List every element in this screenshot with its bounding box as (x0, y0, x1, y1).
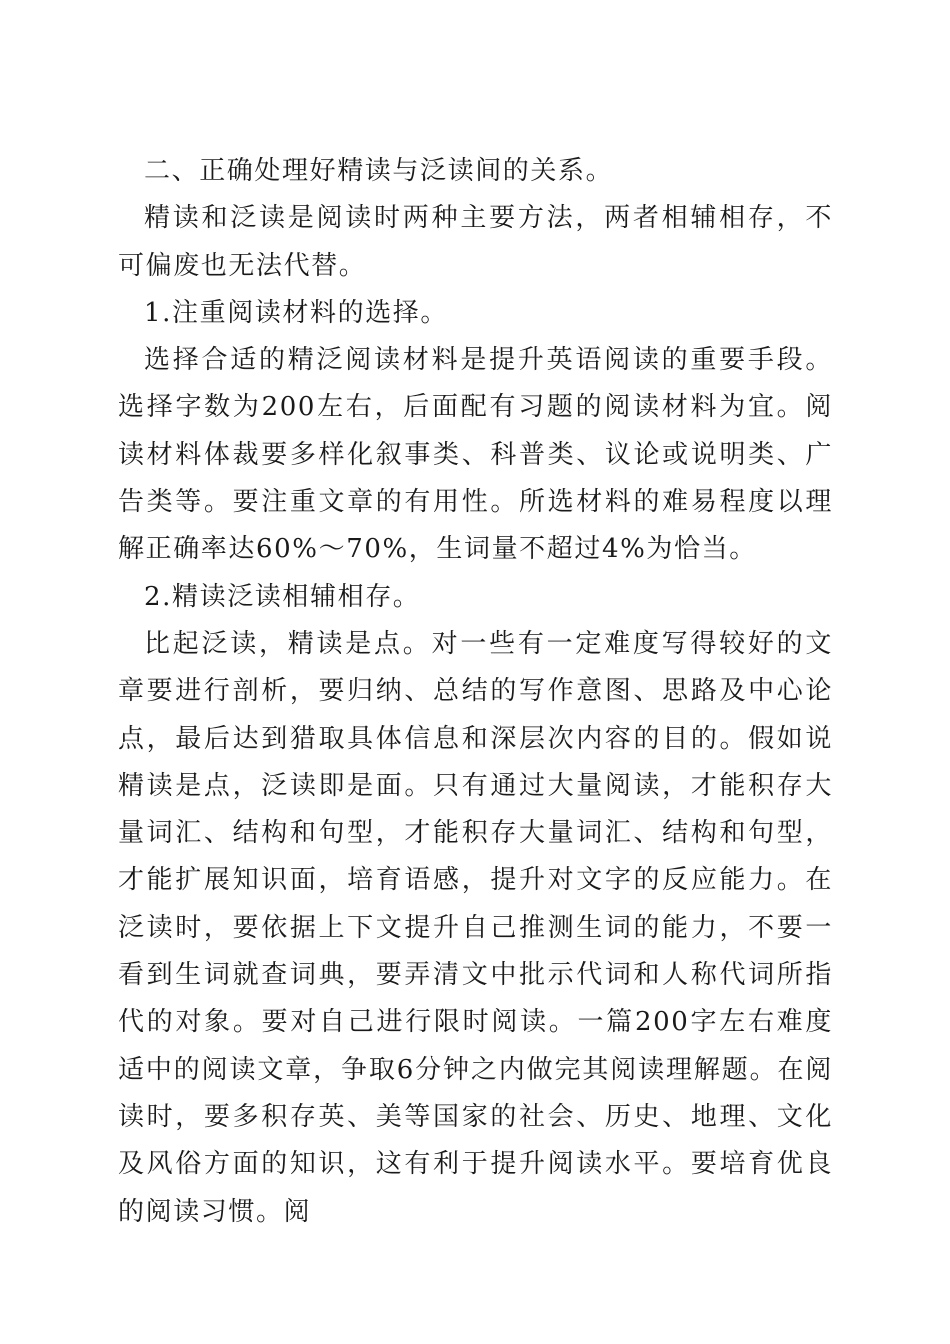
material-selection-paragraph: 选择合适的精泛阅读材料是提升英语阅读的重要手段。选择字数为200左右，后面配有习题的阅读材料为宜。阅读材料体裁要多样化叙事类、科普类、议论或说明类、广告类等。要注重文章的有用性。所选材料的难易程度以理解正确率达60%～70%，生词量不超过4%为恰当。 (118, 345, 833, 565)
document-body (118, 148, 833, 1236)
subheading-intensive-extensive: 2.精读泛读相辅相存。 (144, 581, 421, 612)
section-heading: 二、正确处理好精读与泛读间的关系。 (144, 156, 614, 186)
intensive-extensive-paragraph: 比起泛读，精读是点。对一些有一定难度写得较好的文章要进行剖析，要归纳、总结的写作意图、思路及中心论点，最后达到猎取具体信息和深层次内容的目的。假如说精读是点，泛读即是面。只有通过大量阅读，才能积存大量词汇、结构和句型，才能积存大量词汇、结构和句型，才能扩展知识面，培育语感，提升对文字的反应能力。在泛读时，要依据上下文提升自己推测生词的能力，不要一看到生词就查词典，要弄清文中批示代词和人称代词所指代的对象。要对自己进行限时阅读。一篇200字左右难度适中的阅读文章，争取6分钟之内做完其阅读理解题。在阅读时，要多积存英、美等国家的社会、历史、地理、文化及风俗方面的知识，这有利于提升阅读水平。要培育优良的阅读习惯。阅 (118, 628, 833, 1227)
intro-paragraph: 精读和泛读是阅读时两种主要方法，两者相辅相存，不可偏废也无法代替。 (118, 203, 833, 281)
subheading-material-selection: 1.注重阅读材料的选择。 (144, 297, 449, 328)
